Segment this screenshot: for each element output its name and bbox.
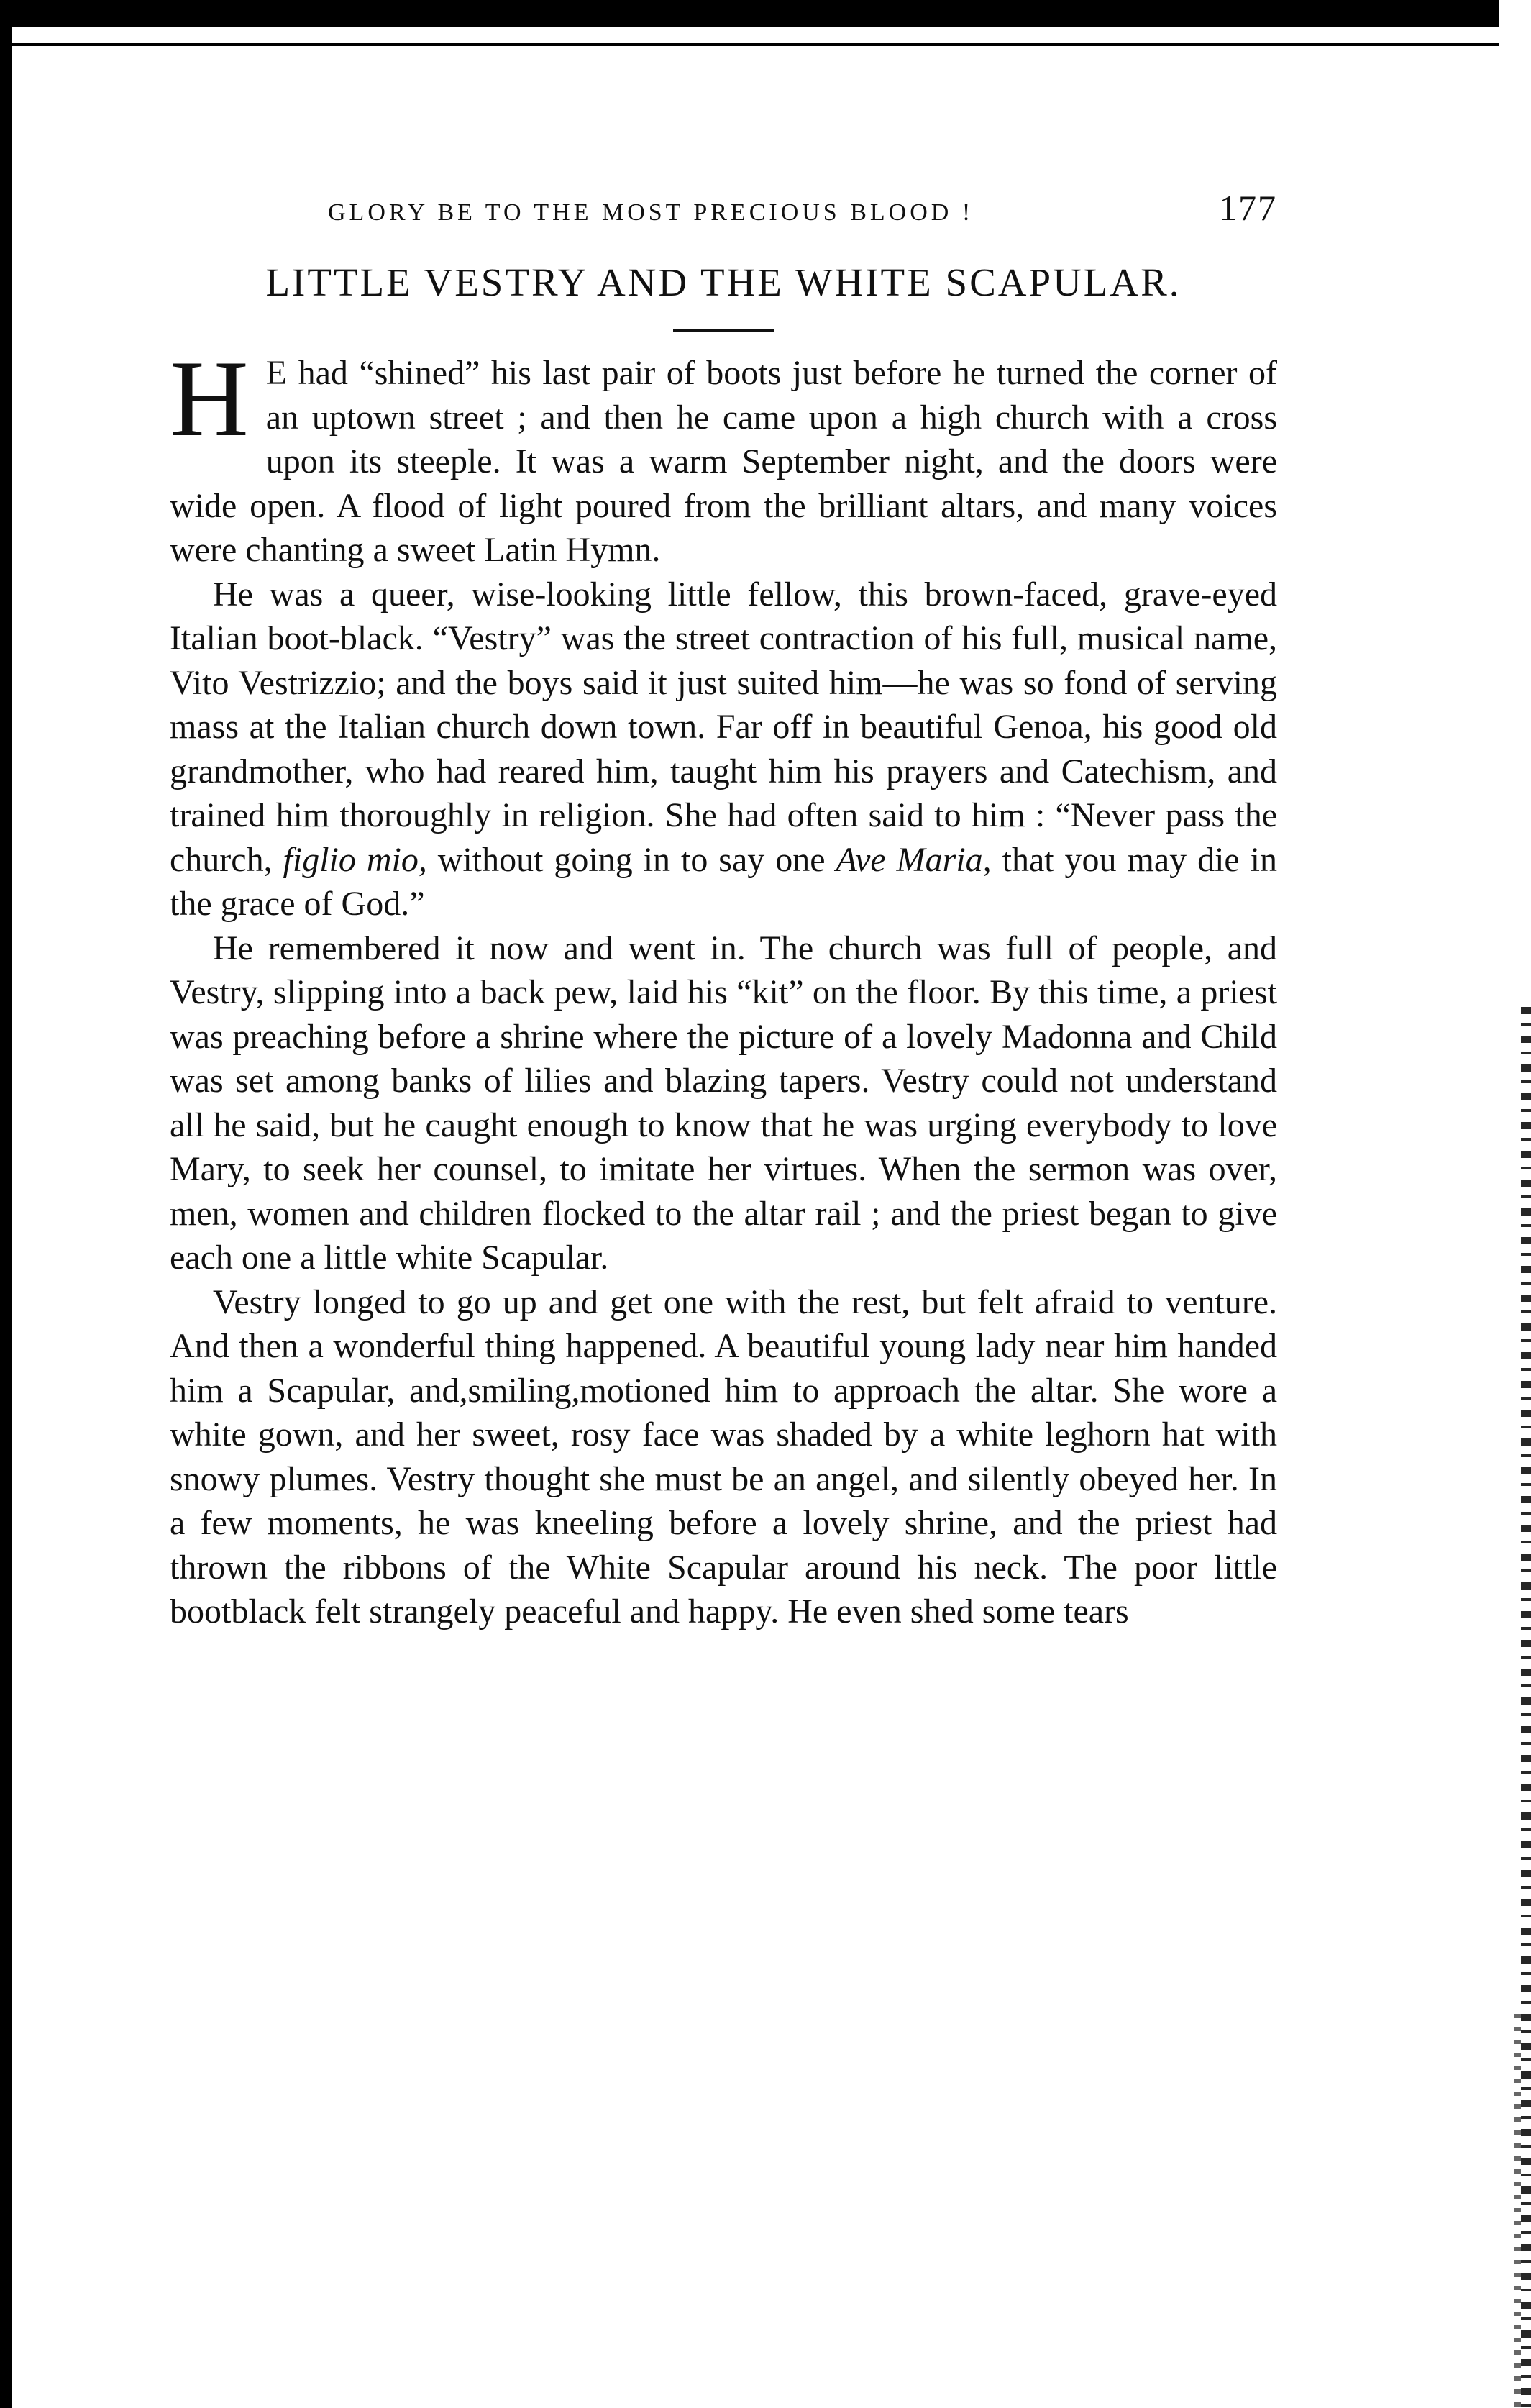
scan-line-top (12, 43, 1499, 46)
title-rule (673, 329, 774, 332)
paragraph-4 (170, 1280, 1277, 1634)
paragraph-3-text: He remembered it now and went in. The church was full of people, and Vestry, slipping into a back pew, laid his “kit” on the floor. By this time, a priest was preaching before a shrine where the picture of a lovely Madonna and Child was set among banks of lilies and blazing tapers. Vestry could not understand all he said, but he caught enough to know that he was urging everybody to love Mary, to seek her counsel, to imitate her virtues. When the sermon was over, men, women and children flocked to the altar rail ; and the priest began to give each one a little white Scapular. (170, 929, 1277, 1277)
drop-cap: H (170, 338, 249, 459)
running-head (170, 187, 1277, 237)
paragraph-1-text: E had “shined” his last pair of boots just before he turned the corner of an uptown street ; and then he came upon a high church with a cross upon its steeple. It was a warm September night, and the doors were wide open. A flood of light poured from the brilliant altars, and many voices were chanting a sweet Latin Hymn. (170, 354, 1277, 569)
book-page (170, 187, 1277, 1634)
paragraph-2-italic-a: figlio mio, (283, 840, 427, 879)
paragraph-2-italic-b: Ave Maria, (836, 840, 992, 879)
paragraph-4-text: Vestry longed to go up and get one with the rest, but felt afraid to venture. And then a wonderful thing happened. A beautiful young lady near him handed him a Scapular, and,smiling,motioned him to approach the altar. She wore a white gown, and her sweet, rosy face was shaded by a white leghorn hat with snowy plumes. Vestry thought she must be an angel, and silently obeyed her. In a few moments, he was kneeling before a lovely shrine, and the priest had thrown the ribbons of the White Scapular around his neck. The poor little bootblack felt strangely peaceful and happy. He even shed some tears (170, 1282, 1277, 1631)
page-number: 177 (1219, 188, 1277, 228)
paragraph-2-text-a: He was a queer, wise-looking little fellow, this brown-faced, grave-eyed Italian boot-black. “Vestry” was the street contraction of his full, musical name, Vito Vestrizzio; and the boys said it just suited him—he was so fond of serving mass at the Italian church down town. Far off in beautiful Genoa, his good old grandmother, who had reared him, taught him his prayers and Catechism, and trained him thoroughly in religion. She had often said to him : “Never pass the church, (170, 575, 1277, 879)
paragraph-1 (170, 338, 1277, 573)
paragraph-3 (170, 926, 1277, 1280)
body-text (170, 338, 1278, 1634)
paragraph-2-text-c: that you may die in the grace of God.” (170, 840, 1278, 923)
scan-border-top (0, 0, 1499, 27)
scan-border-left (0, 0, 12, 2408)
scan-edge-right (1521, 1007, 1531, 2408)
chapter-title: LITTLE VESTRY AND THE WHITE SCAPULAR. (265, 260, 1182, 304)
paragraph-2 (170, 573, 1277, 926)
paragraph-2-text-b: without going in to say one (426, 840, 836, 879)
running-head-title: GLORY BE TO THE MOST PRECIOUS BLOOD ! (328, 199, 974, 226)
scan-edge-right-inner (1514, 2014, 1521, 2408)
